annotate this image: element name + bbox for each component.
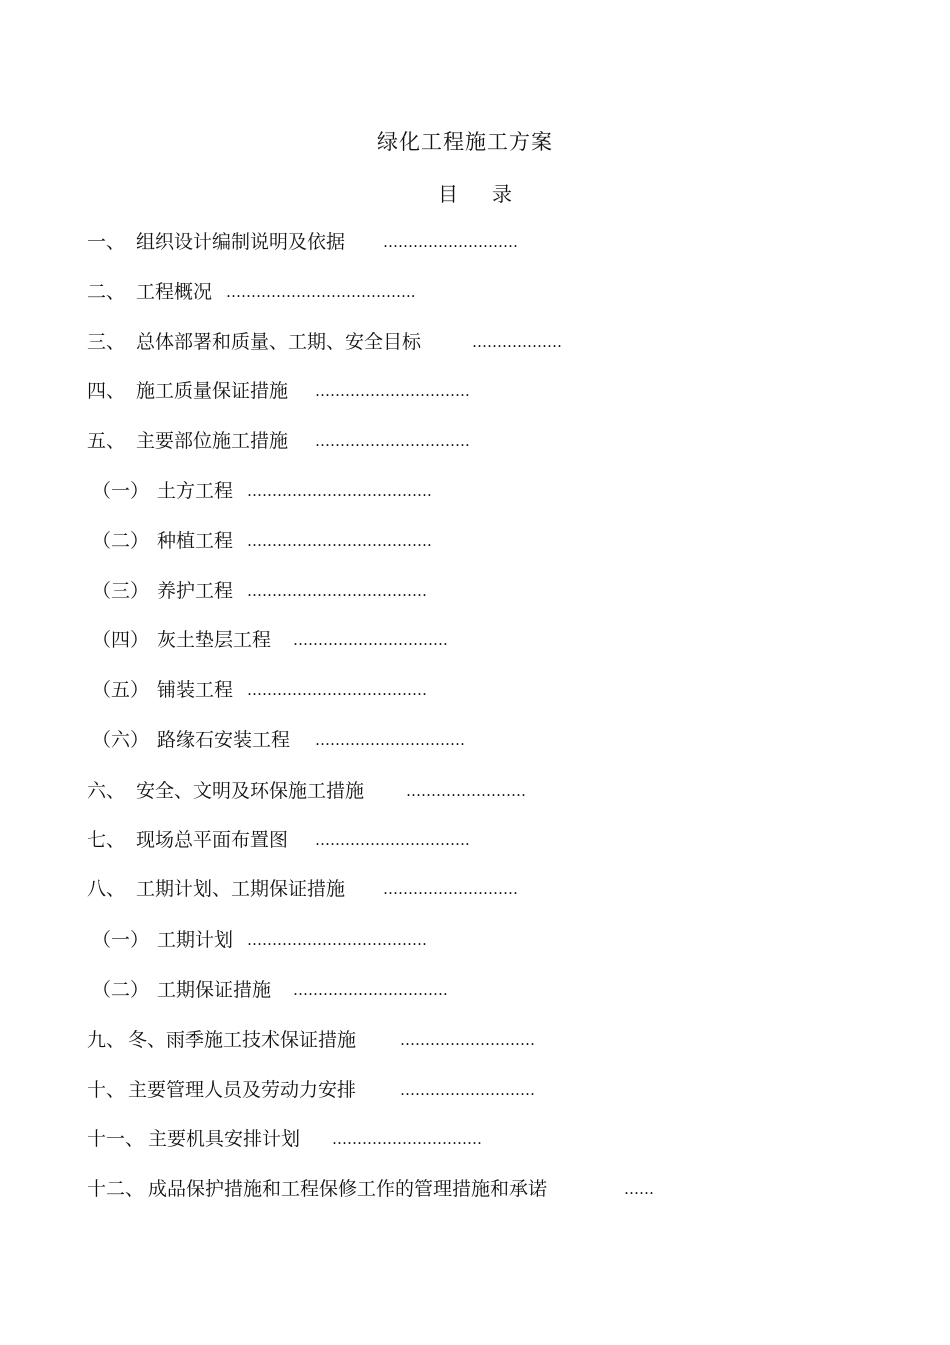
toc-entry-leader-dots: ………………………….: [293, 631, 448, 649]
toc-entry-title: 工期保证措施: [157, 979, 272, 1001]
toc-entry-title: 成品保护措施和工程保修工作的管理措施和承诺: [148, 1178, 548, 1200]
document-title: 绿化工程施工方案: [377, 130, 553, 154]
toc-entry-leader-dots: ………………………: [383, 233, 518, 251]
toc-entry: [0, 526, 950, 556]
toc-entry-title: 现场总平面布置图: [136, 829, 289, 851]
toc-entry: [0, 227, 950, 257]
toc-entry: [0, 1124, 950, 1154]
toc-entry-title: 铺装工程: [157, 679, 234, 701]
toc-entry-leader-dots: ………………………….: [293, 981, 448, 999]
toc-entry-number: 五、: [87, 430, 126, 452]
toc-entry-number: 七、: [87, 829, 126, 851]
toc-entry: [0, 725, 950, 755]
toc-entry-title: 施工质量保证措施: [136, 380, 289, 402]
toc-entry-leader-dots: ……: [624, 1180, 654, 1198]
toc-entry-leader-dots: ………………………………: [247, 681, 427, 699]
toc-entry-leader-dots: ………………………: [383, 880, 518, 898]
toc-entry: [0, 825, 950, 855]
toc-entry-title: 安全、文明及环保施工措施: [136, 780, 365, 802]
toc-entry: [0, 625, 950, 655]
toc-entry-number: （二）: [92, 979, 150, 1001]
toc-entry-title: 土方工程: [157, 480, 234, 502]
toc-entry-title: 工期计划、工期保证措施: [136, 878, 346, 900]
toc-entry: [0, 675, 950, 705]
toc-entry-number: （六）: [92, 729, 150, 751]
toc-entry-title: 路缘石安装工程: [157, 729, 291, 751]
toc-entry-leader-dots: …………………………: [315, 731, 465, 749]
toc-entry-leader-dots: ………………………: [400, 1081, 535, 1099]
toc-entry-number: 十二、: [87, 1178, 145, 1200]
toc-entry: [0, 925, 950, 955]
toc-entry: [0, 576, 950, 606]
toc-entry-title: 组织设计编制说明及依据: [136, 231, 346, 253]
toc-entry-number: （一）: [92, 480, 150, 502]
toc-entry-leader-dots: ………………………….: [315, 831, 470, 849]
toc-entry-number: （四）: [92, 629, 150, 651]
toc-entry-number: 四、: [87, 380, 126, 402]
toc-entry-title: 总体部署和质量、工期、安全目标: [136, 331, 422, 353]
toc-entry: [0, 874, 950, 904]
toc-entry-title: 灰土垫层工程: [157, 629, 272, 651]
toc-entry-leader-dots: ………………………………..: [226, 283, 416, 301]
toc-entry-title: 主要管理人员及劳动力安排: [128, 1079, 357, 1101]
toc-entry-number: （三）: [92, 580, 150, 602]
toc-entry: [0, 327, 950, 357]
toc-heading-right: 录: [492, 182, 512, 206]
toc-entry-leader-dots: ………………………….: [315, 432, 470, 450]
toc-entry-leader-dots: …………………………: [332, 1130, 482, 1148]
toc-entry-leader-dots: ………………………………: [247, 582, 427, 600]
toc-entry: [0, 975, 950, 1005]
toc-entry-title: 种植工程: [157, 530, 234, 552]
toc-entry-number: 六、: [87, 780, 126, 802]
toc-entry: [0, 476, 950, 506]
toc-entry-number: （五）: [92, 679, 150, 701]
toc-entry-leader-dots: ………………………………: [247, 931, 427, 949]
toc-entry: [0, 1025, 950, 1055]
toc-entry-title: 工程概况: [136, 281, 213, 303]
toc-entry-title: 冬、雨季施工技术保证措施: [128, 1029, 357, 1051]
toc-entry-leader-dots: ………………: [472, 333, 562, 351]
toc-entry-number: 十一、: [87, 1128, 145, 1150]
toc-entry-leader-dots: ……………………: [406, 782, 526, 800]
toc-entry-number: 一、: [87, 231, 126, 253]
toc-entry-number: 八、: [87, 878, 126, 900]
toc-entry-leader-dots: ……………………………….: [247, 482, 432, 500]
toc-heading-left: 目: [438, 182, 458, 206]
toc-entry-number: 三、: [87, 331, 126, 353]
toc-entry: [0, 277, 950, 307]
toc-entry-leader-dots: ………………………: [400, 1031, 535, 1049]
toc-entry-leader-dots: ………………………….: [315, 382, 470, 400]
toc-entry-title: 工期计划: [157, 929, 234, 951]
toc-entry: [0, 376, 950, 406]
toc-entry-leader-dots: ……………………………….: [247, 532, 432, 550]
toc-entry-title: 养护工程: [157, 580, 234, 602]
toc-entry: [0, 426, 950, 456]
toc-entry-number: 二、: [87, 281, 126, 303]
toc-entry-number: 十、: [87, 1079, 126, 1101]
toc-entry-title: 主要部位施工措施: [136, 430, 289, 452]
toc-entry-number: （一）: [92, 929, 150, 951]
toc-entry: [0, 1075, 950, 1105]
toc-entry-number: 九、: [87, 1029, 126, 1051]
toc-entry: [0, 1174, 950, 1204]
toc-entry: [0, 776, 950, 806]
toc-entry-number: （二）: [92, 530, 150, 552]
toc-entry-title: 主要机具安排计划: [148, 1128, 301, 1150]
